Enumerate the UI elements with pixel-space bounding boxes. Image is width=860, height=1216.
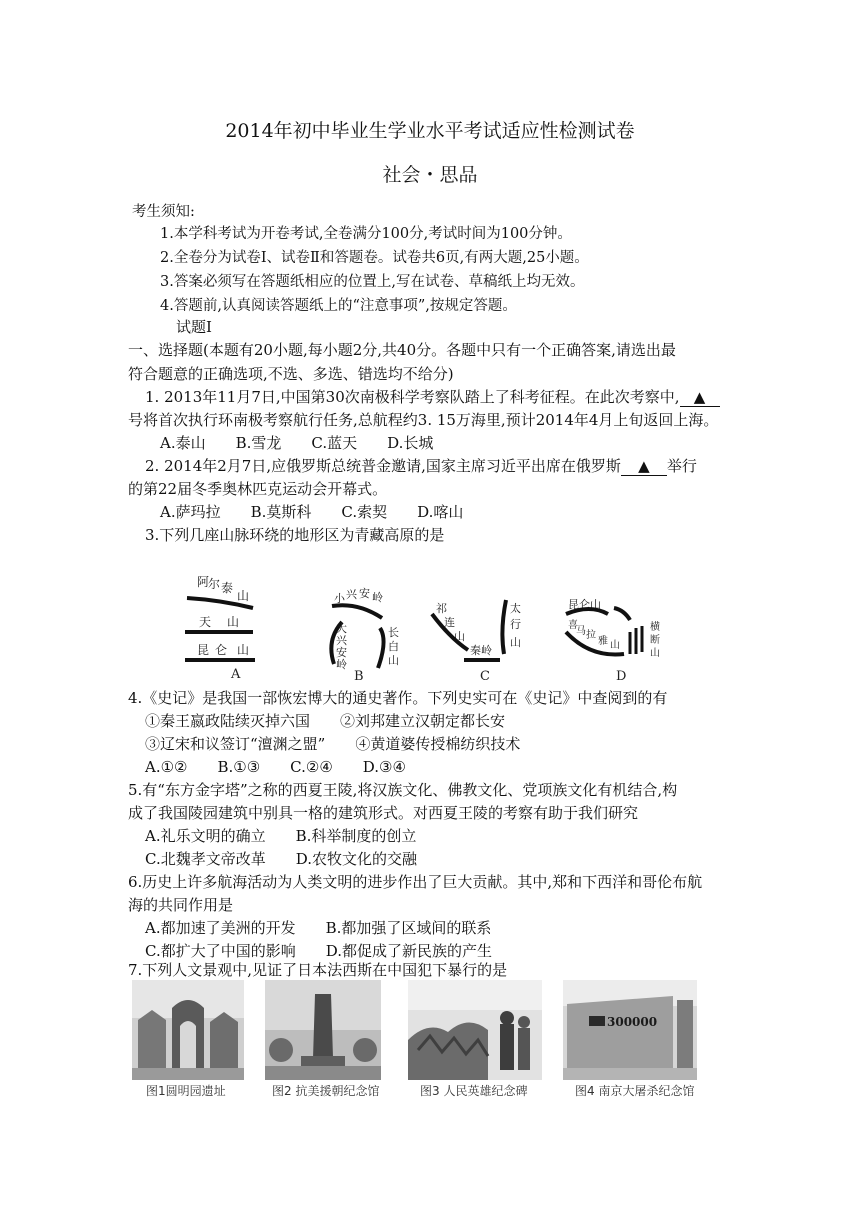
map-label: 拉 [586, 630, 596, 641]
map-label: 泰 [221, 581, 234, 595]
map-label: 仑 [215, 643, 228, 657]
mountain-range-line [630, 626, 642, 654]
figure-caption: 图4 南京大屠杀纪念馆 [575, 1084, 695, 1098]
map-label: 安 [336, 646, 347, 659]
map-label: 兴 [346, 588, 357, 601]
map-label: 长 [388, 626, 399, 639]
memorial-wall-photo [563, 980, 697, 1080]
question-text: 号将首次执行环南极考察航行任务,总航程约3. 15万海里,预计2014年4月上旬返回上海。 [128, 411, 719, 429]
map-label: 山 [237, 589, 250, 603]
notice-item: 1.本学科考试为开卷考试,全卷满分100分,考试时间为100分钟。 [160, 226, 572, 242]
question-text: 4.《史记》是我国一部恢宏博大的通史著作。下列史实可在《史记》中查阅到的有 [128, 689, 668, 707]
question-options: A.①② B.①③ C.②④ D.③④ [145, 758, 406, 776]
question-items: ①秦王嬴政陆续灭掉六国 ②刘邦建立汉朝定都长安 [145, 712, 506, 730]
map-label: 山 [510, 636, 521, 649]
question-text: 6.历史上许多航海活动为人类文明的进步作出了巨大贡献。其中,郑和下西洋和哥伦布航 [128, 873, 703, 891]
figure-caption: 图3 人民英雄纪念碑 [420, 1084, 528, 1098]
map-label: 大 [336, 622, 347, 635]
map-label: 太 [510, 602, 521, 615]
question-text: 1. 2013年11月7日,中国第30次南极科学考察队踏上了科考征程。在此次考察中, [145, 388, 680, 406]
mountain-range-line [332, 605, 382, 618]
mountain-range-line [378, 628, 384, 668]
map-label: 山 [388, 654, 399, 667]
map-label: 昆仑山 [568, 598, 601, 611]
answer-blank: ▲ [680, 388, 720, 407]
map-label: 小 [334, 592, 345, 605]
question-text: 7.下列人文景观中,见证了日本法西斯在中国犯下暴行的是 [128, 961, 508, 979]
notice-heading: 考生须知: [132, 204, 195, 220]
map-label: 昆 [197, 643, 210, 657]
question-options: C.都扩大了中国的影响 D.都促成了新民族的产生 [145, 942, 492, 960]
map-label: 喜 [568, 620, 578, 631]
question-options: A.泰山 B.雪龙 C.蓝天 D.长城 [160, 434, 434, 452]
question-options: A.礼乐文明的确立 B.科举制度的创立 [145, 827, 417, 845]
notice-item: 3.答案必须写在答题纸相应的位置上,写在试卷、草稿纸上均无效。 [160, 274, 585, 290]
notice-item: 4.答题前,认真阅读答题纸上的“注意事项”,按规定答题。 [160, 298, 517, 314]
memorial-number: 300000 [607, 1015, 658, 1029]
ruins-photo [132, 980, 244, 1080]
question-text: 的第22届冬季奥林匹克运动会开幕式。 [128, 480, 388, 498]
section-label: 试题Ⅰ [176, 318, 212, 336]
page-title: 2014年初中毕业生学业水平考试适应性检测试卷 [225, 120, 635, 142]
map-label: 雅 [598, 636, 608, 647]
section-intro: 一、选择题(本题有20小题,每小题2分,共40分。各题中只有一个正确答案,请选出最 [128, 341, 676, 359]
map-label: 山 [650, 648, 660, 659]
map-label: 行 [510, 618, 521, 631]
map-label: 横 [650, 622, 660, 633]
map-label: 阿 [197, 575, 210, 589]
question-text: 成了我国陵园建筑中别具一格的建筑形式。对西夏王陵的考察有助于我们研究 [128, 804, 639, 822]
map-label: 断 [650, 635, 660, 646]
map-label: 山 [454, 630, 465, 643]
question-options: C.北魏孝文帝改革 D.农牧文化的交融 [145, 850, 417, 868]
mountain-map-c [428, 594, 528, 682]
mountain-range-line [502, 600, 506, 654]
map-label: 安 [359, 587, 370, 600]
sculpture-photo [408, 980, 542, 1080]
question-items: ③辽宋和议签订“澶渊之盟” ④黄道婆传授棉纺织技术 [145, 735, 521, 753]
map-label: 兴 [336, 634, 347, 647]
question-text: 5.有“东方金字塔”之称的西夏王陵,将汉族文化、佛教文化、党项族文化有机结合,构 [128, 781, 678, 799]
page-subtitle: 社会・思品 [382, 164, 478, 186]
figure-caption: 图2 抗美援朝纪念馆 [272, 1084, 380, 1098]
map-label: 岭 [336, 658, 347, 671]
map-label: 尔 [208, 577, 221, 591]
map-label: 山 [227, 615, 240, 629]
map-label: 天 [199, 615, 212, 629]
map-letter: A [231, 667, 241, 682]
mountain-range-line [566, 609, 608, 614]
section-intro: 符合题意的正确选项,不选、多选、错选均不给分) [128, 365, 454, 383]
map-label: 岭 [372, 591, 383, 604]
monument-photo [265, 980, 381, 1080]
map-letter: D [616, 669, 627, 682]
figure-caption: 图1圆明园遗址 [146, 1084, 226, 1098]
question-text: 海的共同作用是 [128, 896, 234, 914]
question-options: A.都加速了美洲的开发 B.都加强了区域间的联系 [145, 919, 492, 937]
map-label: 白 [388, 640, 399, 653]
map-letter: B [354, 669, 364, 682]
mountain-range-line [614, 608, 630, 620]
map-label: 祁 [436, 602, 447, 615]
notice-item: 2.全卷分为试卷Ⅰ、试卷Ⅱ和答题卷。试卷共6页,有两大题,25小题。 [160, 250, 589, 266]
map-label: 山 [610, 640, 620, 651]
mountain-map-d [560, 592, 670, 682]
map-letter: C [480, 669, 490, 682]
map-label: 连 [444, 616, 455, 629]
map-label: 山 [237, 643, 250, 657]
question-text: 3.下列几座山脉环绕的地形区为青藏高原的是 [145, 526, 445, 544]
mountain-map-a [175, 570, 270, 682]
map-label: 马 [576, 626, 586, 637]
question-text: 举行 [666, 457, 697, 475]
question-1 [145, 386, 720, 407]
question-2 [145, 455, 697, 476]
question-text: 2. 2014年2月7日,应俄罗斯总统普金邀请,国家主席习近平出席在俄罗斯 [145, 457, 621, 475]
mountain-map-b [318, 580, 413, 682]
map-label: 秦岭 [470, 644, 492, 657]
question-options: A.萨玛拉 B.莫斯科 C.索契 D.喀山 [160, 503, 464, 521]
answer-blank: ▲ [621, 457, 667, 476]
